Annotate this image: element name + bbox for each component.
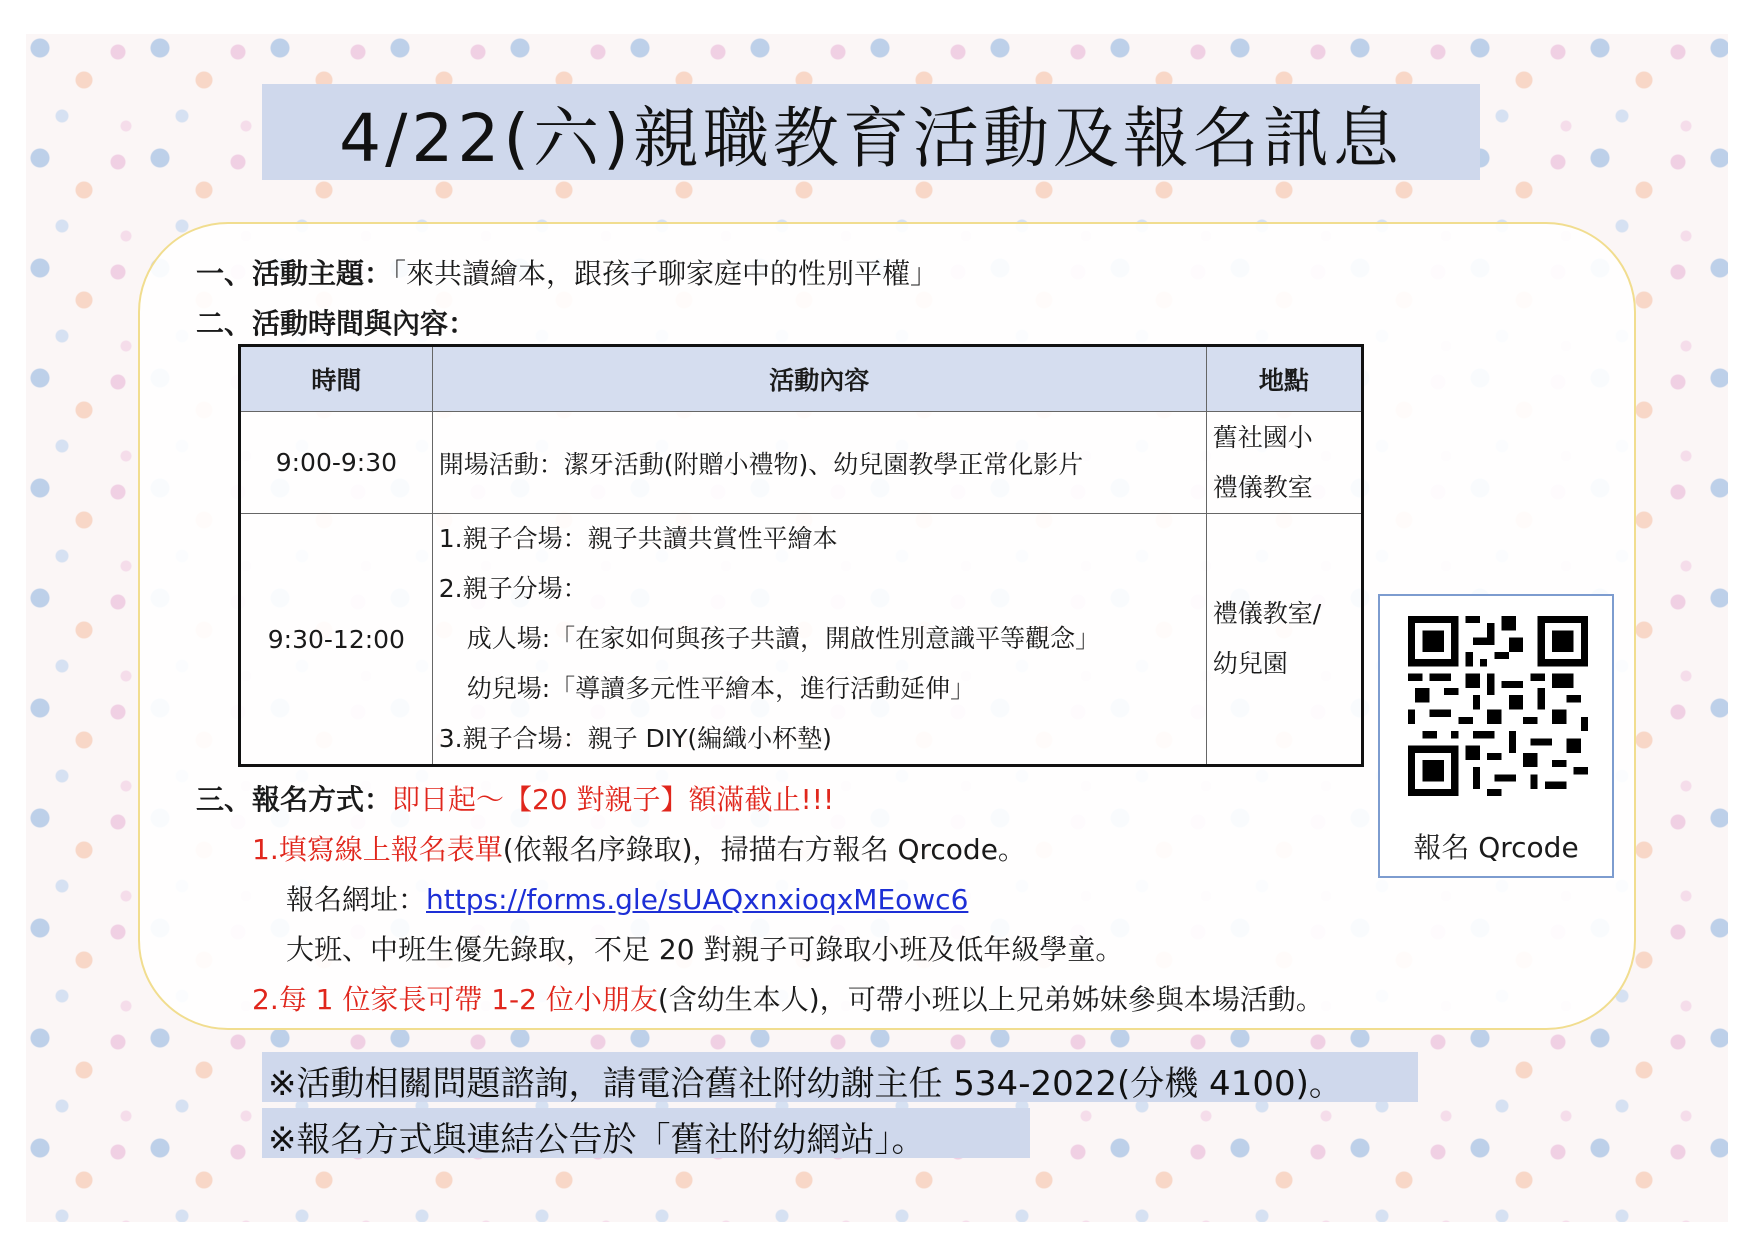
row2-location <box>1206 514 1362 766</box>
footer-note-1: ※活動相關問題諮詢，請電洽舊社附幼謝主任 534-2022(分機 4100)。 <box>268 1064 1343 1104</box>
registration-item-2-highlight: 2.每 1 位家長可帶 1-2 位小朋友 <box>252 983 658 1016</box>
row1-content: 開場活動：潔牙活動(附贈小禮物)、幼兒園教學正常化影片 <box>432 412 1206 514</box>
section-schedule-label: 二、活動時間與內容： <box>196 307 477 340</box>
footer-note-2: ※報名方式與連結公告於「舊社附幼網站」。 <box>268 1120 926 1160</box>
row2-content <box>432 514 1206 766</box>
registration-item-2-rest: (含幼生本人)，可帶小班以上兄弟姊妹參與本場活動。 <box>657 983 1324 1016</box>
registration-item-1-highlight: 1.填寫線上報名表單 <box>252 833 503 866</box>
registration-item-2 <box>252 978 1324 1018</box>
section-registration-label: 三、報名方式： <box>196 783 393 816</box>
table-row <box>240 412 1363 514</box>
row2-time: 9:30-12:00 <box>240 514 433 766</box>
section-theme-value: 「來共讀繪本，跟孩子聊家庭中的性別平權」 <box>392 257 939 290</box>
row1-location <box>1206 412 1362 514</box>
registration-url-label: 報名網址： <box>286 883 427 916</box>
header-location: 地點 <box>1206 346 1362 412</box>
row1-time: 9:00-9:30 <box>240 412 433 514</box>
registration-url-line <box>286 878 968 918</box>
row2-content-line: 幼兒場:「導讀多元性平繪本，進行活動延伸」 <box>466 674 976 703</box>
qr-code-label: 報名 Qrcode <box>1413 831 1579 864</box>
header-content: 活動內容 <box>432 346 1206 412</box>
section-theme-label: 一、活動主題： <box>196 257 393 290</box>
row2-content-line: 3.親子合場：親子 DIY(編織小杯墊) <box>438 724 832 753</box>
header-time: 時間 <box>240 346 433 412</box>
table-header-row <box>240 346 1363 412</box>
registration-item-1-rest: (依報名序錄取)，掃描右方報名 Qrcode。 <box>502 833 1026 866</box>
row2-location-line: 禮儀教室/ <box>1212 599 1322 628</box>
registration-item-1 <box>252 828 1026 868</box>
section-registration <box>196 778 834 818</box>
row2-content-line: 2.親子分場： <box>438 574 588 603</box>
section-theme <box>196 252 938 292</box>
row2-content-line: 1.親子合場：親子共讀共賞性平繪本 <box>438 524 838 553</box>
row2-content-line: 成人場:「在家如何與孩子共讀，開啟性別意識平等觀念」 <box>466 624 1101 653</box>
table-row <box>240 514 1363 766</box>
registration-deadline: 即日起～【20 對親子】額滿截止!!! <box>392 783 835 816</box>
row1-location-line: 禮儀教室 <box>1212 472 1313 502</box>
schedule-table <box>238 344 1364 767</box>
row2-location-line: 幼兒園 <box>1212 649 1288 678</box>
row1-location-line: 舊社國小 <box>1212 422 1313 452</box>
registration-url-link[interactable]: https://forms.gle/sUAQxnxioqxMEowc6 <box>426 883 969 916</box>
page-title: 4/22(六)親職教育活動及報名訊息 <box>339 99 1403 177</box>
registration-priority-note: 大班、中班生優先錄取，不足 20 對親子可錄取小班及低年級學童。 <box>286 933 1124 966</box>
qr-code-icon[interactable] <box>1408 616 1588 796</box>
